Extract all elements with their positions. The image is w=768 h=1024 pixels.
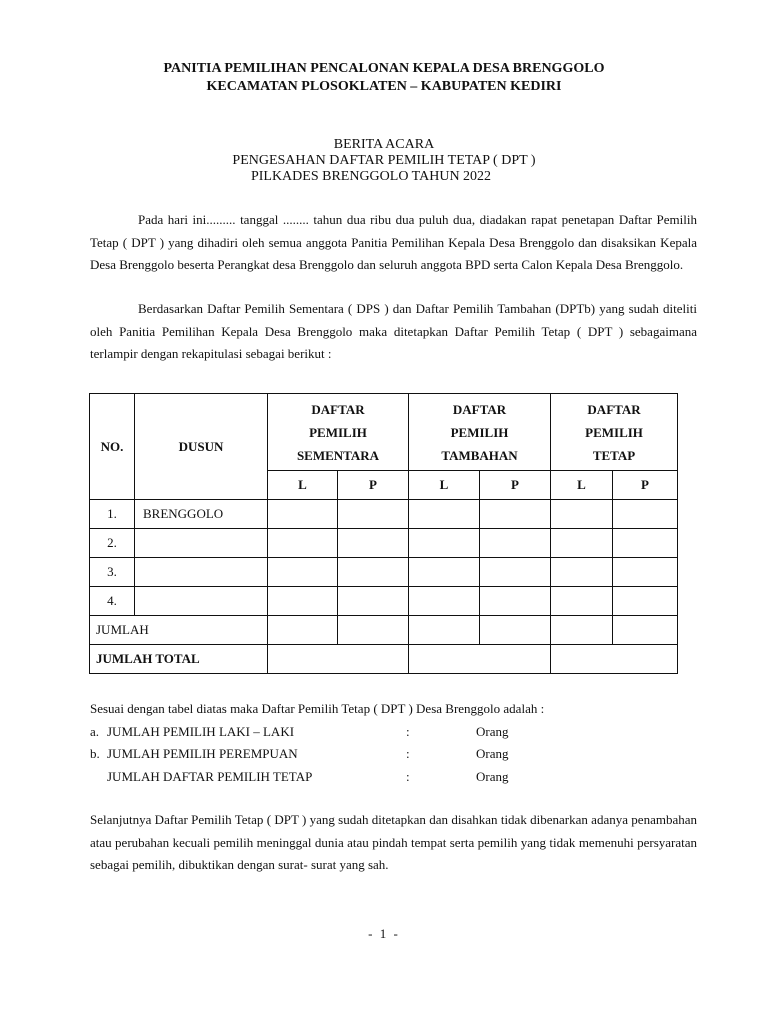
- total-value: [551, 645, 678, 674]
- row-number: 2.: [90, 529, 135, 558]
- total-value: [268, 645, 409, 674]
- cell-value: [613, 558, 678, 587]
- jumlah-total-label: JUMLAH TOTAL: [90, 645, 268, 674]
- org-line-1: PANITIA PEMILIHAN PENCALONAN KEPALA DESA BRENGGOLO: [163, 61, 605, 76]
- header-dptb-line-2: PEMILIH: [450, 424, 509, 440]
- header-dptb-line-1: DAFTAR: [452, 401, 507, 417]
- item-unit: Orang: [476, 746, 509, 761]
- item-prefix: b.: [90, 746, 100, 761]
- header-dps-line-2: PEMILIH: [309, 424, 367, 440]
- table-row: [90, 558, 678, 587]
- cell-value: [338, 500, 409, 529]
- table-row: [90, 500, 678, 529]
- cell-value: [480, 587, 551, 616]
- summary-item-total: [90, 765, 570, 788]
- subheader-p: P: [338, 471, 409, 500]
- cell-value: [551, 558, 613, 587]
- item-label: JUMLAH PEMILIH PEREMPUAN: [107, 746, 298, 761]
- row-number: 1.: [90, 500, 135, 529]
- subheader-p: P: [480, 471, 551, 500]
- row-number: 3.: [90, 558, 135, 587]
- cell-value: [480, 558, 551, 587]
- header-dpt: [551, 394, 678, 471]
- subheader-l: L: [409, 471, 480, 500]
- item-label: JUMLAH PEMILIH LAKI – LAKI: [107, 724, 295, 739]
- recap-table: [89, 393, 678, 674]
- header-dptb: [409, 394, 551, 471]
- cell-value: [613, 587, 678, 616]
- cell-value: [338, 529, 409, 558]
- item-colon: :: [406, 746, 410, 761]
- cell-value: [551, 529, 613, 558]
- opening-paragraph: Pada hari ini......... tanggal ........ tahun dua ribu dua puluh dua, diadakan rapat penetapan Daftar Pemilih Tetap ( DPT ) yang dihadiri oleh semua anggota Panitia Pemilihan Kepala Desa Brenggolo dan disaksikan Kepala Desa Brenggolo beserta Perangkat desa Brenggolo dan seluruh anggota BPD serta Calon Kepala Desa Brenggolo.: [90, 212, 697, 272]
- row-number: 4.: [90, 587, 135, 616]
- cell-value: [409, 500, 480, 529]
- cell-value: [268, 529, 338, 558]
- table-row: [90, 587, 678, 616]
- header-dpt-line-1: DAFTAR: [587, 401, 641, 417]
- summary-intro: Sesuai dengan tabel diatas maka Daftar Pemilih Tetap ( DPT ) Desa Brenggolo adalah :: [90, 701, 545, 716]
- title-line-1: BERITA ACARA: [333, 137, 435, 152]
- header-dps-line-3: SEMENTARA: [296, 447, 380, 463]
- item-colon: :: [406, 724, 410, 739]
- cell-value: [268, 587, 338, 616]
- summary-item-male: [90, 720, 570, 743]
- cell-value: [613, 500, 678, 529]
- table-header-row: [90, 394, 678, 471]
- jumlah-total-row: [90, 645, 678, 674]
- jumlah-row: [90, 616, 678, 645]
- cell-value: [480, 616, 551, 645]
- cell-value: [409, 558, 480, 587]
- organization-header: [0, 60, 768, 96]
- cell-value: [268, 616, 338, 645]
- cell-value: [338, 616, 409, 645]
- summary-item-female: [90, 742, 570, 765]
- cell-value: [480, 500, 551, 529]
- cell-value: [551, 587, 613, 616]
- header-dpt-line-2: PEMILIH: [585, 424, 643, 440]
- cell-value: [338, 558, 409, 587]
- cell-value: [480, 529, 551, 558]
- subheader-l: L: [551, 471, 613, 500]
- org-line-2: KECAMATAN PLOSOKLATEN – KABUPATEN KEDIRI: [206, 79, 562, 94]
- item-prefix: a.: [90, 724, 100, 739]
- cell-value: [268, 500, 338, 529]
- header-dps: [268, 394, 409, 471]
- header-dptb-line-3: TAMBAHAN: [441, 447, 518, 463]
- item-unit: Orang: [476, 769, 509, 784]
- subheader-p: P: [613, 471, 678, 500]
- row-dusun: [135, 558, 268, 587]
- item-label: JUMLAH DAFTAR PEMILIH TETAP: [107, 769, 313, 784]
- subheader-l: L: [268, 471, 338, 500]
- cell-value: [613, 616, 678, 645]
- header-dps-line-1: DAFTAR: [311, 401, 365, 417]
- cell-value: [409, 587, 480, 616]
- total-value: [409, 645, 551, 674]
- item-unit: Orang: [476, 724, 509, 739]
- cell-value: [551, 500, 613, 529]
- header-no: NO.: [90, 394, 135, 500]
- title-line-2: PENGESAHAN DAFTAR PEMILIH TETAP ( DPT ): [232, 153, 536, 168]
- item-colon: :: [406, 769, 410, 784]
- basis-paragraph: Berdasarkan Daftar Pemilih Sementara ( DPS ) dan Daftar Pemilih Tambahan (DPTb) yang sudah diteliti oleh Panitia Pemilihan Kepala Desa Brenggolo maka ditetapkan Daftar Pemilih Tetap ( DPT ) sebagaimana terlampir dengan rekapitulasi sebagai berikut :: [90, 301, 697, 361]
- table-row: [90, 529, 678, 558]
- cell-value: [613, 529, 678, 558]
- header-dpt-line-3: TETAP: [592, 447, 636, 463]
- cell-value: [338, 587, 409, 616]
- cell-value: [409, 616, 480, 645]
- row-dusun: [135, 529, 268, 558]
- row-dusun: [135, 587, 268, 616]
- title-line-3: PILKADES BRENGGOLO TAHUN 2022: [250, 169, 492, 184]
- closing-paragraph: Selanjutnya Daftar Pemilih Tetap ( DPT ) yang sudah ditetapkan dan disahkan tidak dibenarkan adanya penambahan atau perubahan kecuali pemilih meninggal dunia atau pindah tempat serta pemilih yang tidak memenuhi persyaratan sebagai pemilih, dibuktikan dengan surat- surat yang sah.: [90, 812, 697, 872]
- header-dusun: DUSUN: [135, 394, 268, 500]
- jumlah-label: JUMLAH: [90, 616, 268, 645]
- cell-value: [268, 558, 338, 587]
- cell-value: [409, 529, 480, 558]
- page-number: - 1 -: [368, 926, 400, 941]
- cell-value: [551, 616, 613, 645]
- document-title: [0, 137, 768, 185]
- row-dusun: BRENGGOLO: [135, 500, 268, 529]
